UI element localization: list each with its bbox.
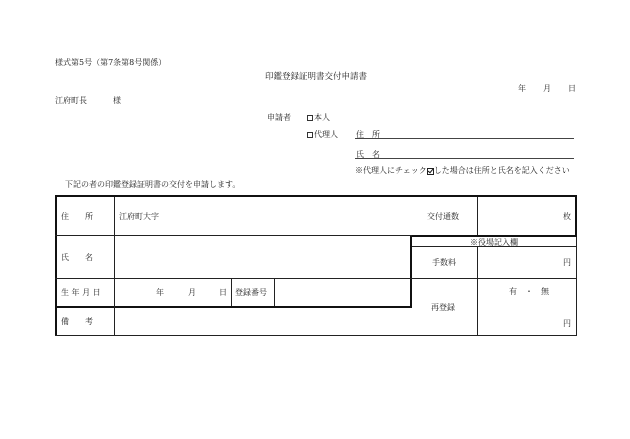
self-option bbox=[307, 113, 330, 123]
table-border-left bbox=[55, 195, 57, 336]
table-border-bottom bbox=[55, 335, 577, 336]
proxy-option bbox=[307, 130, 338, 140]
address-value[interactable]: 江府町大字 bbox=[119, 212, 159, 221]
dob-day: 日 bbox=[219, 288, 227, 297]
dob-month: 月 bbox=[188, 288, 196, 297]
name-label: 氏 名 bbox=[61, 253, 93, 262]
dob-year: 年 bbox=[156, 288, 164, 297]
re-reg-label: 再登録 bbox=[431, 303, 455, 312]
applicant-address-field[interactable] bbox=[355, 138, 574, 139]
copies-col-divider bbox=[477, 197, 478, 235]
form-number: 様式第5号（第7条第8号関係） bbox=[55, 58, 167, 67]
proxy-note bbox=[355, 166, 570, 176]
recipient-honorific: 様 bbox=[113, 96, 121, 105]
copies-unit: 枚 bbox=[563, 212, 571, 221]
date-day-label: 日 bbox=[568, 84, 576, 93]
row-divider-1 bbox=[55, 235, 412, 236]
self-option-label: 本人 bbox=[314, 113, 330, 122]
re-reg-unit: 円 bbox=[563, 319, 571, 328]
date-year-label: 年 bbox=[518, 84, 526, 93]
office-col-divider bbox=[477, 246, 478, 336]
applicant-name-field[interactable] bbox=[355, 158, 574, 159]
remarks-label: 備 考 bbox=[61, 317, 93, 326]
check-mark-icon bbox=[427, 168, 434, 175]
proxy-checkbox[interactable] bbox=[307, 132, 313, 138]
applicant-name-label: 氏 名 bbox=[356, 150, 380, 159]
fee-label: 手数料 bbox=[432, 258, 456, 267]
table-border-mid-right bbox=[410, 235, 577, 237]
fee-unit: 円 bbox=[563, 258, 571, 267]
office-use-label: ※役場記入欄 bbox=[470, 238, 518, 247]
form-title: 印鑑登録証明書交付申請書 bbox=[265, 72, 368, 82]
intro-text: 下記の者の印鑑登録証明書の交付を申請します。 bbox=[65, 180, 241, 189]
table-border-right-lower bbox=[576, 237, 577, 336]
table-border-right-upper bbox=[575, 195, 577, 237]
proxy-note-after: した場合は住所と氏名を記入ください bbox=[433, 166, 570, 175]
label-col-divider bbox=[114, 197, 115, 336]
recipient-name: 江府町長 bbox=[55, 96, 87, 105]
applicant-address-label: 住 所 bbox=[356, 130, 380, 139]
proxy-option-label: 代理人 bbox=[314, 130, 338, 139]
date-month-label: 月 bbox=[543, 84, 551, 93]
table-border-lower bbox=[55, 306, 412, 308]
dob-col-divider bbox=[231, 279, 232, 306]
re-reg-options[interactable]: 有 ・ 無 bbox=[509, 287, 549, 296]
office-row-divider bbox=[412, 278, 576, 279]
proxy-note-before: ※代理人にチェック bbox=[355, 166, 427, 175]
regno-col-divider bbox=[274, 279, 275, 306]
self-checkbox[interactable] bbox=[307, 115, 313, 121]
applicant-label: 申請者 bbox=[267, 113, 291, 122]
copies-label: 交付通数 bbox=[427, 212, 459, 221]
dob-label: 生 年 月 日 bbox=[61, 288, 101, 297]
address-label: 住 所 bbox=[61, 212, 93, 221]
table-border-top bbox=[55, 195, 577, 197]
reg-no-label: 登録番号 bbox=[235, 288, 267, 297]
row-divider-2 bbox=[55, 278, 412, 279]
